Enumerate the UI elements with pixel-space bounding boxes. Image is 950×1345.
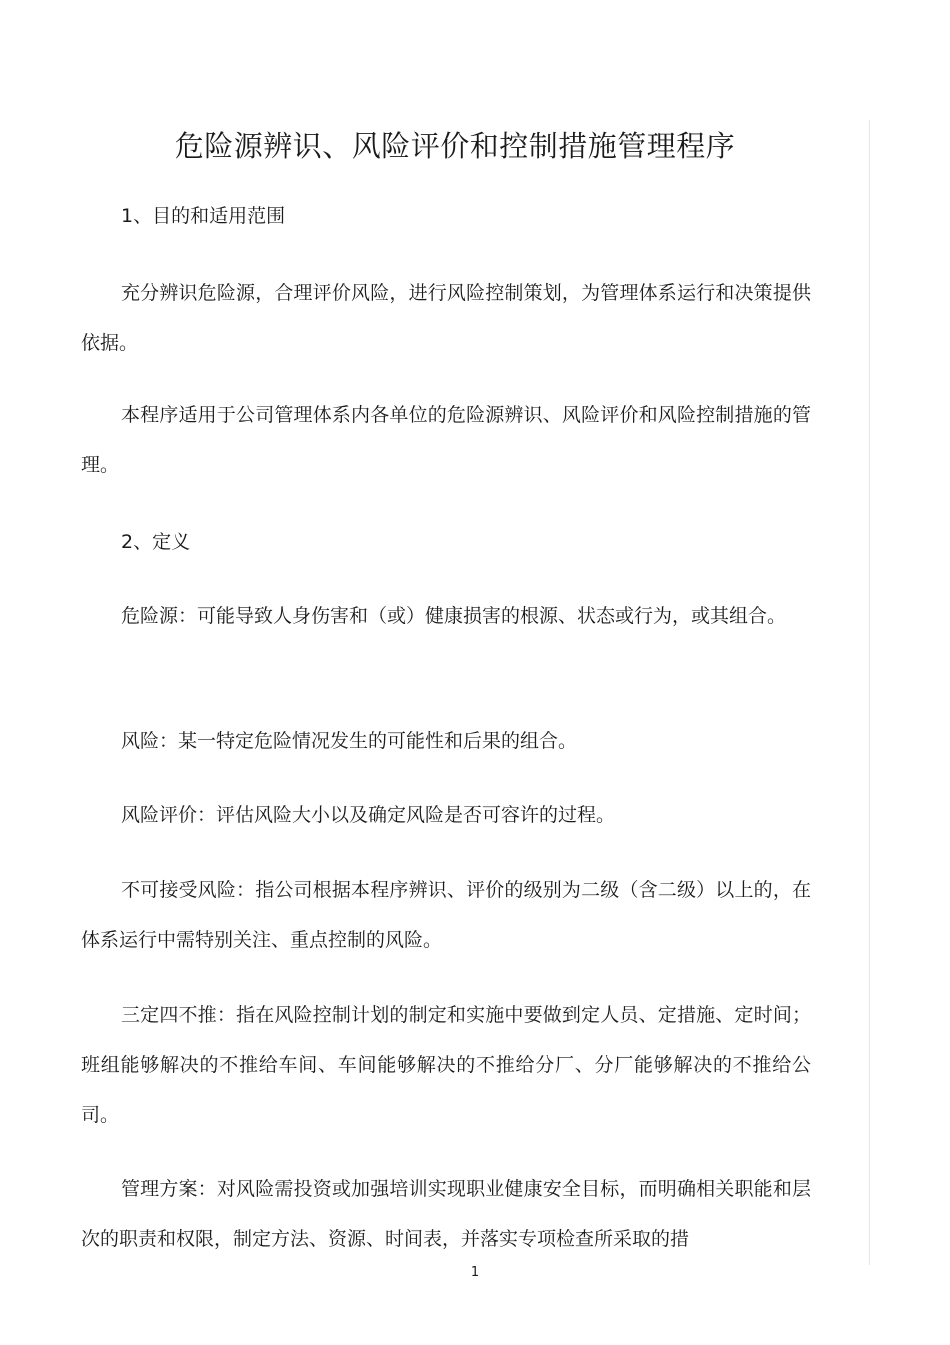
paragraph-definition-management-plan: 管理方案：对风险需投资或加强培训实现职业健康安全目标，而明确相关职能和层次的职责和权限，制定方法、资源、时间表，并落实专项检查所采取的措 bbox=[81, 1178, 811, 1250]
paragraph-purpose: 充分辨识危险源，合理评价风险，进行风险控制策划，为管理体系运行和决策提供依据。 bbox=[81, 282, 811, 354]
page-number: 1 bbox=[470, 1265, 480, 1280]
paragraph-definition-unacceptable-risk: 不可接受风险：指公司根据本程序辨识、评价的级别为二级（含二级）以上的，在体系运行中需特别关注、重点控制的风险。 bbox=[81, 879, 811, 951]
paragraph-definition-three-four-principle: 三定四不推：指在风险控制计划的制定和实施中要做到定人员、定措施、定时间；班组能够解决的不推给车间、车间能够解决的不推给分厂、分厂能够解决的不推给公司。 bbox=[81, 1004, 811, 1126]
section-heading-definitions: 2、定义 bbox=[121, 531, 191, 553]
page-edge-divider bbox=[869, 120, 870, 1265]
paragraph-definition-risk: 风险：某一特定危险情况发生的可能性和后果的组合。 bbox=[121, 730, 578, 752]
paragraph-definition-hazard: 危险源：可能导致人身伤害和（或）健康损害的根源、状态或行为，或其组合。 bbox=[121, 605, 787, 627]
document-title: 危险源辨识、风险评价和控制措施管理程序 bbox=[174, 129, 736, 163]
paragraph-scope: 本程序适用于公司管理体系内各单位的危险源辨识、风险评价和风险控制措施的管理。 bbox=[81, 404, 811, 476]
section-heading-purpose: 1、目的和适用范围 bbox=[121, 205, 286, 227]
paragraph-definition-risk-assessment: 风险评价：评估风险大小以及确定风险是否可容许的过程。 bbox=[121, 804, 616, 826]
